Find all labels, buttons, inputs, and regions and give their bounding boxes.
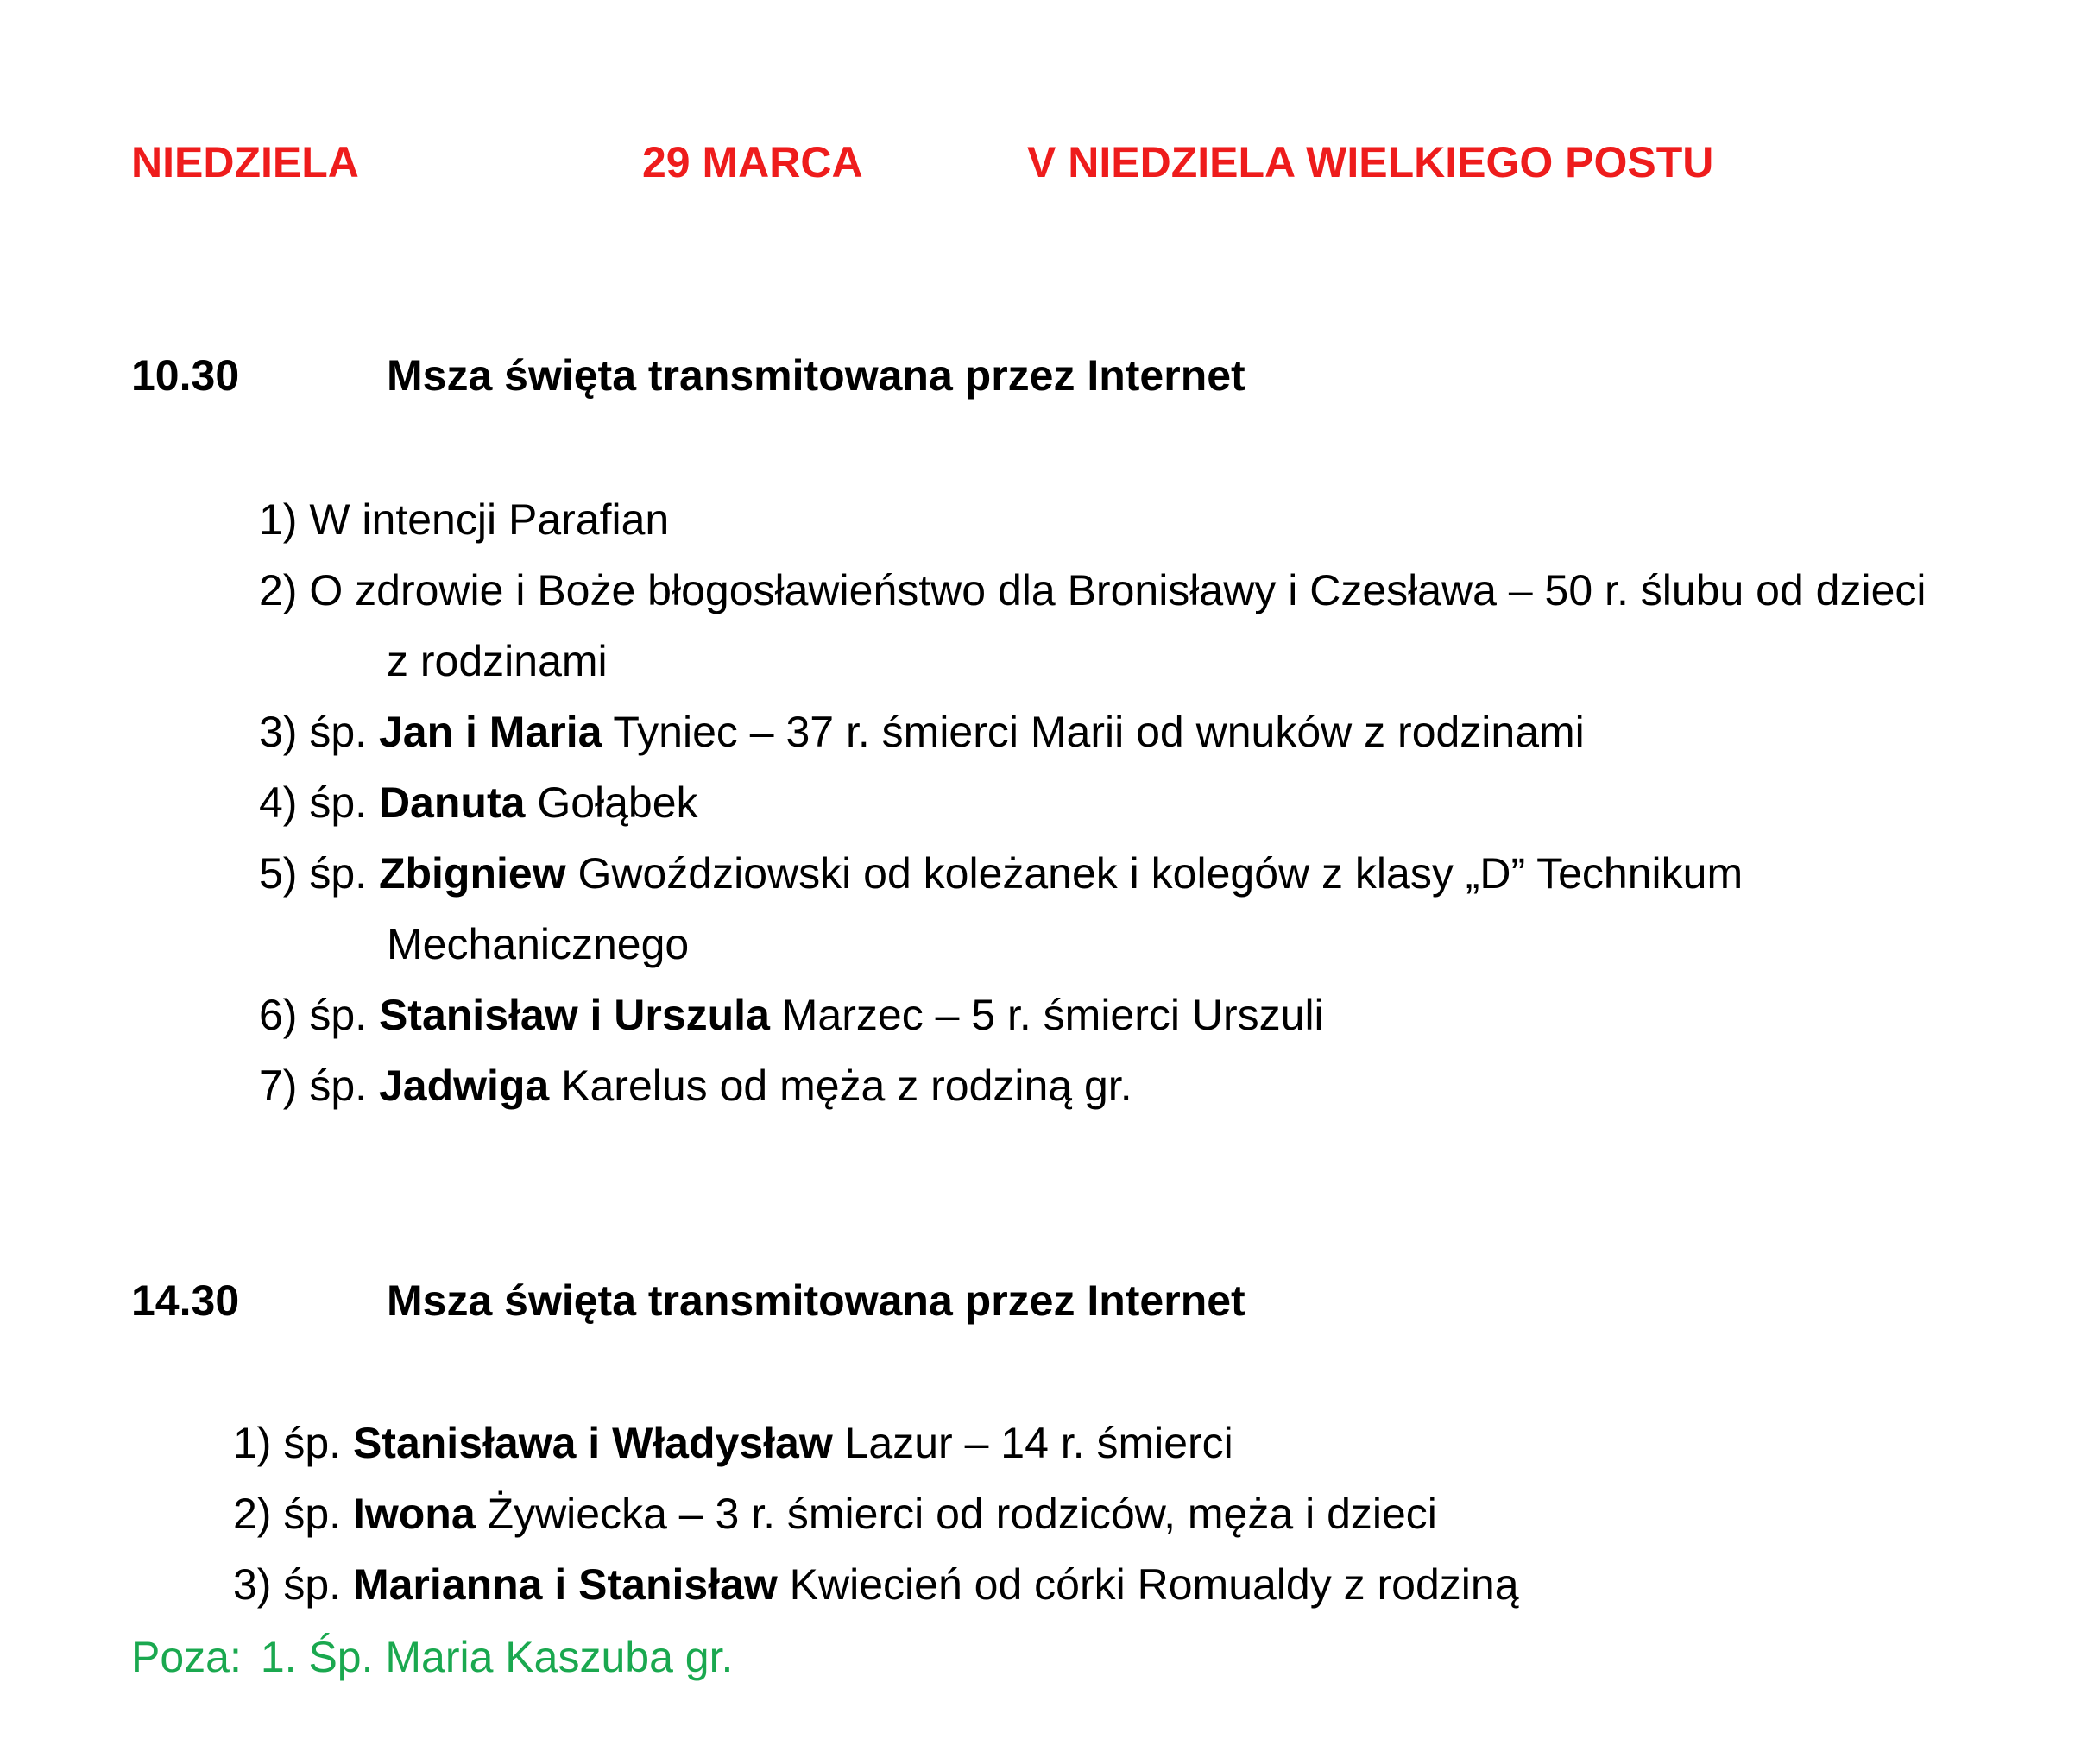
intention-item	[259, 706, 1585, 758]
intention-item	[233, 1488, 1437, 1540]
intention-prefix: 6) śp.	[259, 991, 379, 1039]
mass-time: 14.30	[131, 1276, 240, 1325]
intention-rest: Tyniec – 37 r. śmierci Marii od wnuków z rodzinami	[602, 708, 1585, 756]
intention-prefix: 4) śp.	[259, 778, 379, 827]
intention-item	[259, 989, 1324, 1041]
intention-item	[259, 1060, 1132, 1112]
mass-time: 10.30	[131, 351, 240, 400]
intention-prefix: 5) śp.	[259, 849, 379, 898]
intention-name: Marianna i Stanisław	[352, 1560, 778, 1609]
intention-rest: Karelus od męża z rodziną gr.	[549, 1062, 1132, 1110]
intention-name: Iwona	[352, 1490, 476, 1538]
intention-item	[259, 777, 698, 829]
intention-rest: Marzec – 5 r. śmierci Urszuli	[769, 991, 1324, 1039]
intention-item	[259, 847, 1743, 899]
intention-item	[259, 494, 669, 545]
mass-title: Msza święta transmitowana przez Internet	[387, 351, 1245, 400]
mass-title: Msza święta transmitowana przez Internet	[387, 1276, 1245, 1325]
poza-label: Poza:	[131, 1633, 242, 1681]
intention-name: Stanisław i Urszula	[378, 991, 770, 1039]
intention-prefix: 1) W intencji Parafian	[259, 495, 670, 544]
intention-prefix: 2) śp.	[233, 1490, 353, 1538]
intention-rest: Gołąbek	[525, 778, 698, 827]
intention-item	[259, 564, 1927, 616]
intention-name: Stanisława i Władysław	[352, 1419, 833, 1467]
intention-item	[233, 1417, 1233, 1469]
intention-name: Zbigniew	[378, 849, 566, 898]
intention-name: Jan i Maria	[378, 708, 602, 756]
intention-prefix: 3) śp.	[259, 708, 379, 756]
intention-name: Jadwiga	[378, 1062, 550, 1110]
intention-rest: Lazur – 14 r. śmierci	[832, 1419, 1233, 1467]
intention-prefix: 3) śp.	[233, 1560, 353, 1609]
poza-text: 1. Śp. Maria Kaszuba gr.	[260, 1633, 734, 1681]
intention-rest: Żywiecka – 3 r. śmierci od rodziców, męża i dzieci	[475, 1490, 1437, 1538]
header-date: 29 MARCA	[642, 138, 863, 186]
intention-name: Danuta	[378, 778, 526, 827]
intention-prefix: 7) śp.	[259, 1062, 379, 1110]
intention-continuation: z rodzinami	[387, 637, 608, 685]
intention-rest: Gwoździowski od koleżanek i kolegów z klasy „D” Technikum	[565, 849, 1744, 898]
intention-item	[233, 1559, 1519, 1610]
intention-prefix: 2) O zdrowie i Boże błogosławieństwo dla Bronisławy i Czesława – 50 r. ślubu od dzieci	[259, 566, 1927, 614]
header-day: NIEDZIELA	[131, 138, 359, 186]
intention-rest: Kwiecień od córki Romualdy z rodziną	[777, 1560, 1519, 1609]
poza-line	[131, 1631, 733, 1683]
intention-prefix: 1) śp.	[233, 1419, 353, 1467]
header-feast: V NIEDZIELA WIELKIEGO POSTU	[1027, 138, 1714, 186]
intention-continuation: Mechanicznego	[387, 920, 690, 968]
